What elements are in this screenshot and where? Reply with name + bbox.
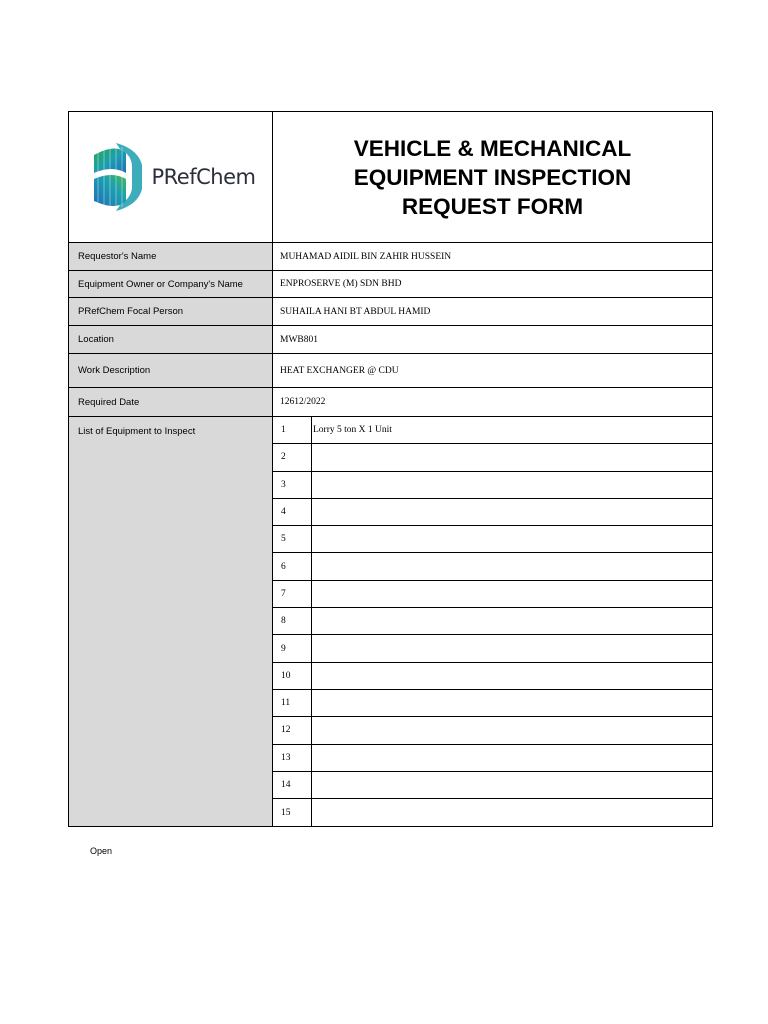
equipment-description[interactable] bbox=[312, 635, 712, 661]
field-value[interactable]: 12612/2022 bbox=[280, 397, 326, 407]
equipment-description[interactable] bbox=[312, 799, 712, 826]
equipment-row bbox=[273, 635, 712, 662]
equipment-description[interactable] bbox=[312, 690, 712, 716]
prefchem-logo bbox=[86, 139, 256, 215]
equipment-row bbox=[273, 717, 712, 744]
field-label: Requestor's Name bbox=[69, 243, 273, 270]
equipment-description[interactable] bbox=[312, 526, 712, 552]
equipment-row bbox=[273, 444, 712, 471]
field-row-work-description bbox=[69, 354, 712, 388]
title-line-3: REQUEST FORM bbox=[401, 193, 584, 219]
field-value[interactable]: MUHAMAD AIDIL BIN ZAHIR HUSSEIN bbox=[280, 251, 452, 262]
equipment-row bbox=[273, 799, 712, 826]
equipment-description[interactable] bbox=[312, 472, 712, 498]
equipment-number: 6 bbox=[273, 553, 312, 579]
equipment-row bbox=[273, 417, 712, 444]
equipment-description[interactable] bbox=[312, 553, 712, 579]
prefchem-logo-icon bbox=[86, 139, 148, 215]
equipment-description[interactable] bbox=[312, 717, 712, 743]
equipment-number: 2 bbox=[273, 444, 312, 470]
field-label: Work Description bbox=[69, 354, 273, 387]
equipment-number: 7 bbox=[273, 581, 312, 607]
field-label: Required Date bbox=[69, 388, 273, 416]
equipment-list bbox=[273, 417, 712, 826]
equipment-row bbox=[273, 499, 712, 526]
equipment-row bbox=[273, 663, 712, 690]
field-label: PRefChem Focal Person bbox=[69, 298, 273, 325]
equipment-number: 4 bbox=[273, 499, 312, 525]
logo-text: PRefChem bbox=[151, 165, 256, 189]
field-row-required-date bbox=[69, 388, 712, 417]
equipment-row bbox=[273, 581, 712, 608]
equipment-row bbox=[273, 472, 712, 499]
title-line-1: VEHICLE & MECHANICAL bbox=[353, 135, 632, 161]
equipment-row bbox=[273, 608, 712, 635]
field-value[interactable]: ENPROSERVE (M) SDN BHD bbox=[280, 279, 402, 289]
equipment-row bbox=[273, 553, 712, 580]
equipment-number: 9 bbox=[273, 635, 312, 661]
field-value[interactable]: MWB801 bbox=[280, 334, 318, 345]
equipment-number: 1 bbox=[273, 417, 312, 443]
field-value[interactable]: HEAT EXCHANGER @ CDU bbox=[280, 365, 399, 376]
field-row-location bbox=[69, 326, 712, 354]
equipment-row bbox=[273, 745, 712, 772]
equipment-description[interactable] bbox=[312, 499, 712, 525]
equipment-number: 3 bbox=[273, 472, 312, 498]
form-header bbox=[69, 112, 712, 243]
equipment-number: 5 bbox=[273, 526, 312, 552]
equipment-description[interactable] bbox=[312, 663, 712, 689]
logo-cell bbox=[69, 112, 273, 242]
footer-note: Open bbox=[90, 846, 113, 856]
field-row-equipment-owner bbox=[69, 271, 712, 298]
equipment-number: 12 bbox=[273, 717, 312, 743]
equipment-number: 11 bbox=[273, 690, 312, 716]
equipment-description[interactable] bbox=[312, 581, 712, 607]
field-label: Location bbox=[69, 326, 273, 353]
equipment-description[interactable]: Lorry 5 ton X 1 Unit bbox=[313, 425, 392, 436]
equipment-description[interactable] bbox=[312, 444, 712, 470]
equipment-row bbox=[273, 526, 712, 553]
equipment-list-label: List of Equipment to Inspect bbox=[69, 417, 273, 826]
equipment-row bbox=[273, 690, 712, 717]
equipment-number: 10 bbox=[273, 663, 312, 689]
equipment-description[interactable] bbox=[312, 745, 712, 771]
title-line-2: EQUIPMENT INSPECTION bbox=[353, 164, 632, 190]
equipment-number: 14 bbox=[273, 772, 312, 798]
field-row-focal-person bbox=[69, 298, 712, 326]
inspection-request-form bbox=[68, 111, 713, 827]
equipment-description[interactable] bbox=[312, 772, 712, 798]
equipment-description[interactable] bbox=[312, 608, 712, 634]
equipment-number: 8 bbox=[273, 608, 312, 634]
equipment-number: 15 bbox=[273, 799, 312, 826]
equipment-section bbox=[69, 417, 712, 826]
field-label: Equipment Owner or Company's Name bbox=[69, 271, 273, 297]
field-value[interactable]: SUHAILA HANI BT ABDUL HAMID bbox=[280, 306, 431, 317]
equipment-row bbox=[273, 772, 712, 799]
equipment-number: 13 bbox=[273, 745, 312, 771]
form-title bbox=[273, 112, 712, 242]
field-row-requestor-name bbox=[69, 243, 712, 271]
